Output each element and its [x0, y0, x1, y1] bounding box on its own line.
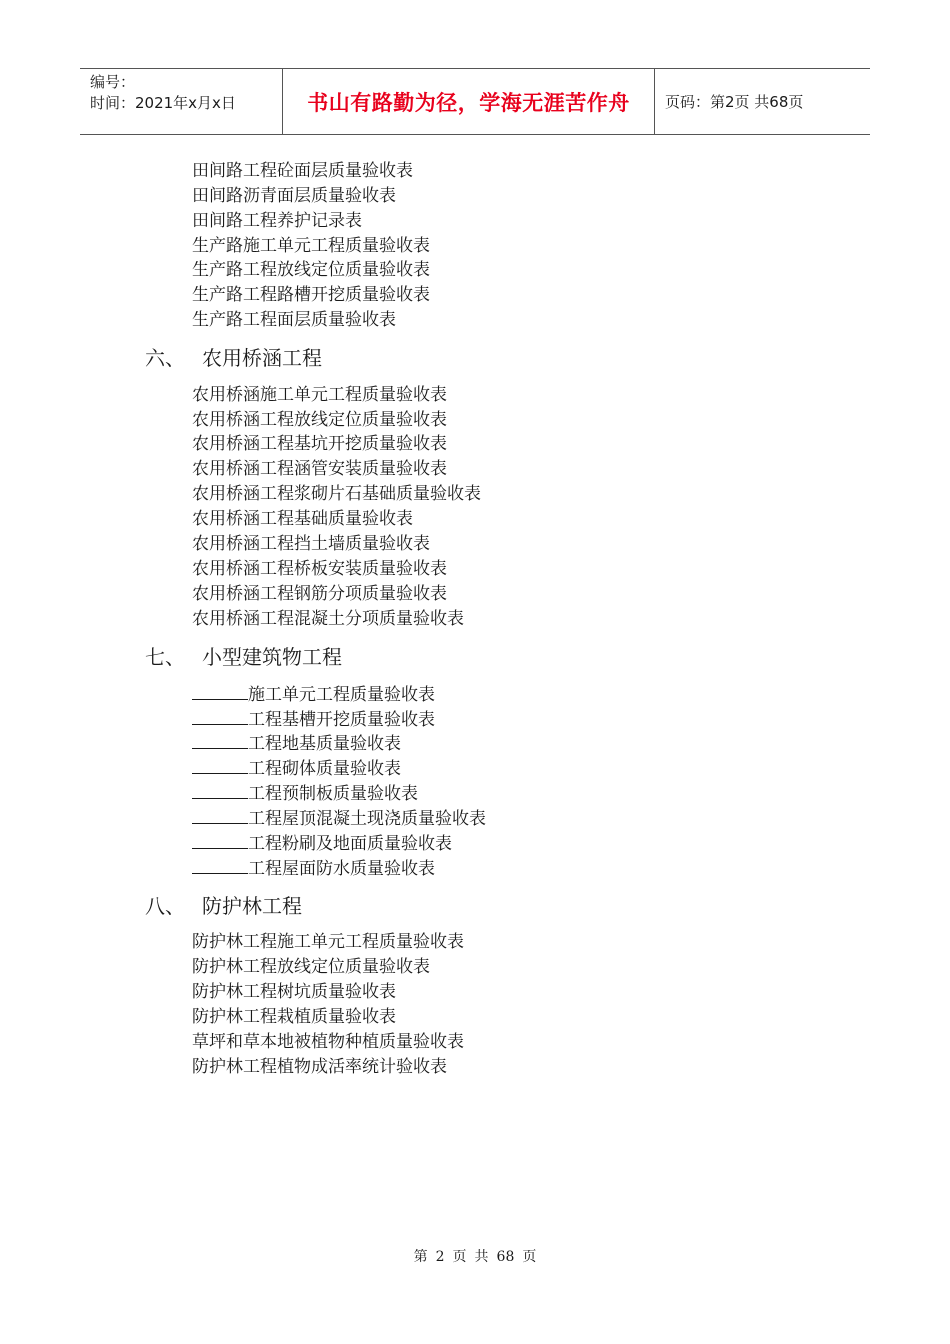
list-item: 生产路工程路槽开挖质量验收表: [192, 285, 430, 305]
section-title: 小型建筑物工程: [202, 645, 342, 669]
page-header: [80, 68, 870, 135]
footer-ye: 页: [452, 1249, 467, 1265]
list-item: [192, 831, 452, 856]
list-item: [192, 781, 418, 806]
section-title: 防护林工程: [202, 894, 302, 918]
page-footer: [0, 1246, 950, 1266]
number-label: 编号：: [90, 73, 136, 91]
list-item: 农用桥涵工程钢筋分项质量验收表: [192, 584, 447, 604]
fill-in-blank: [192, 856, 248, 874]
footer-total-pages: 68: [496, 1249, 515, 1265]
section-heading-8: [145, 892, 302, 920]
list-item: 草坪和草本地被植物种植质量验收表: [192, 1032, 464, 1052]
list-item: [192, 731, 401, 756]
list-item: [192, 806, 486, 831]
fill-in-blank: [192, 731, 248, 749]
fill-in-blank: [192, 806, 248, 824]
list-item-label: 施工单元工程质量验收表: [248, 685, 435, 705]
fill-in-blank: [192, 756, 248, 774]
list-item: [192, 856, 435, 881]
footer-ye: 页: [522, 1249, 537, 1265]
list-item: 防护林工程放线定位质量验收表: [192, 957, 430, 977]
list-item-label: 工程屋顶混凝土现浇质量验收表: [248, 809, 486, 829]
list-item: [192, 707, 435, 732]
list-item: 生产路工程放线定位质量验收表: [192, 260, 430, 280]
list-item: 农用桥涵工程浆砌片石基础质量验收表: [192, 484, 481, 504]
list-item: 农用桥涵施工单元工程质量验收表: [192, 385, 447, 405]
list-item: 田间路工程养护记录表: [192, 211, 362, 231]
list-item: 农用桥涵工程放线定位质量验收表: [192, 410, 447, 430]
list-item: 农用桥涵工程混凝土分项质量验收表: [192, 609, 464, 629]
list-item: 农用桥涵工程涵管安装质量验收表: [192, 459, 447, 479]
list-item: 防护林工程树坑质量验收表: [192, 982, 396, 1002]
section-heading-7: [145, 643, 342, 671]
time-label: 时间：2021年x月x日: [90, 94, 236, 112]
list-item-label: 工程屋面防水质量验收表: [248, 859, 435, 879]
header-meta: [80, 69, 283, 134]
list-item: 田间路工程砼面层质量验收表: [192, 161, 413, 181]
list-item: [192, 756, 401, 781]
header-motto-cell: [283, 69, 655, 134]
list-item: 防护林工程植物成活率统计验收表: [192, 1057, 447, 1077]
section-number: 八、: [145, 894, 185, 918]
motto: 书山有路勤为径，学海无涯苦作舟: [307, 90, 630, 115]
list-item: 农用桥涵工程桥板安装质量验收表: [192, 559, 447, 579]
list-item: [192, 682, 435, 707]
list-item: 生产路施工单元工程质量验收表: [192, 236, 430, 256]
list-item-label: 工程砌体质量验收表: [248, 759, 401, 779]
section-title: 农用桥涵工程: [202, 346, 322, 370]
footer-di: 第: [413, 1249, 428, 1265]
fill-in-blank: [192, 707, 248, 725]
footer-gong: 共: [474, 1249, 489, 1265]
list-item: 生产路工程面层质量验收表: [192, 310, 396, 330]
section-heading-6: [145, 344, 322, 372]
list-item-label: 工程粉刷及地面质量验收表: [248, 834, 452, 854]
list-item: 田间路沥青面层质量验收表: [192, 186, 396, 206]
list-item: 防护林工程施工单元工程质量验收表: [192, 932, 464, 952]
list-item: 农用桥涵工程挡土墙质量验收表: [192, 534, 430, 554]
page-info: 页码：第2页 共68页: [665, 93, 804, 111]
list-item-label: 工程预制板质量验收表: [248, 784, 418, 804]
list-item-label: 工程基槽开挖质量验收表: [248, 710, 435, 730]
header-page-info: [655, 69, 870, 134]
footer-page-number: 2: [435, 1249, 445, 1265]
fill-in-blank: [192, 682, 248, 700]
list-item: 农用桥涵工程基坑开挖质量验收表: [192, 434, 447, 454]
section-number: 六、: [145, 346, 185, 370]
fill-in-blank: [192, 781, 248, 799]
list-item: 防护林工程栽植质量验收表: [192, 1007, 396, 1027]
list-item-label: 工程地基质量验收表: [248, 734, 401, 754]
list-item: 农用桥涵工程基础质量验收表: [192, 509, 413, 529]
fill-in-blank: [192, 831, 248, 849]
section-number: 七、: [145, 645, 185, 669]
